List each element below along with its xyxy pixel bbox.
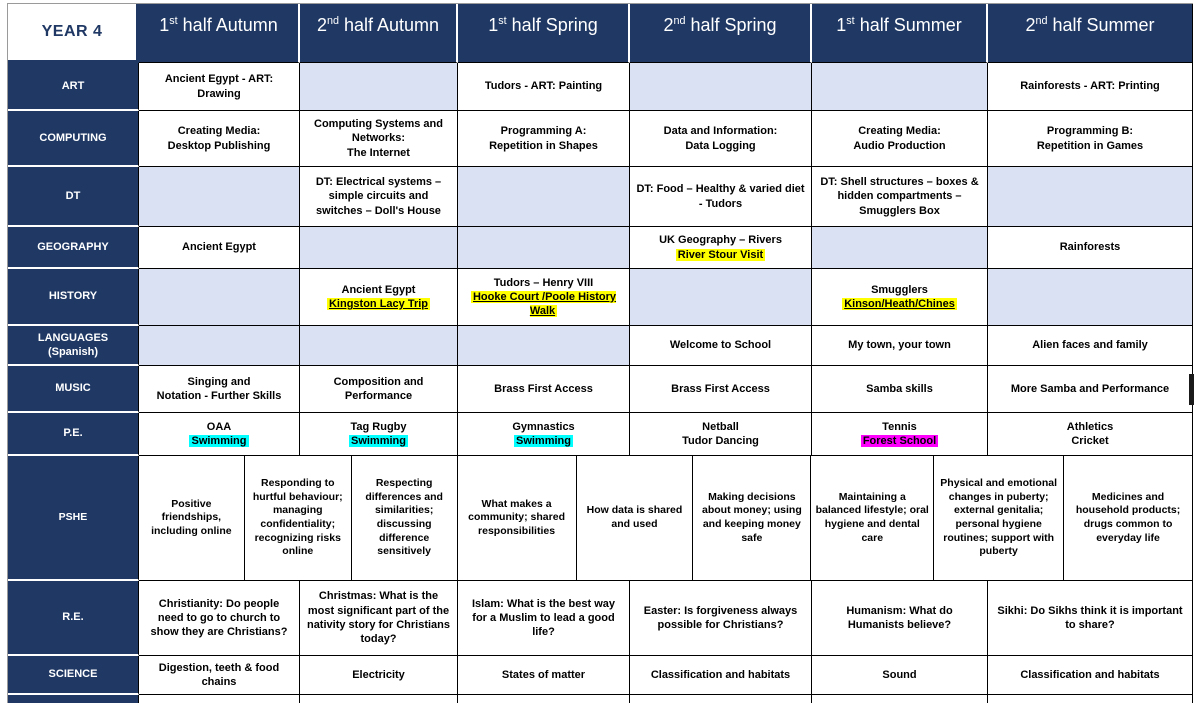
cell-geography-summer2: Rainforests — [988, 227, 1193, 269]
cell-pshe-1: Positive friendships, including online — [139, 456, 245, 581]
cell-music-spring2: Brass First Access — [630, 366, 812, 413]
term-label: 2nd half Summer — [1025, 15, 1155, 35]
header-term-autumn2 — [300, 4, 458, 63]
cell-art-autumn1: Ancient Egypt - ART: Drawing — [139, 63, 300, 111]
trip-highlight: River Stour Visit — [677, 248, 764, 261]
cell-music-summer1: Samba skills — [812, 366, 988, 413]
cell-history-summer2 — [988, 269, 1193, 326]
cell-dt-summer1: DT: Shell structures – boxes & hidden compartments – Smugglers Box — [812, 167, 988, 227]
subject-label-dt: DT — [8, 167, 139, 227]
cell-dt-autumn2: DT: Electrical systems – simple circuits and switches – Doll's House — [300, 167, 458, 227]
subject-label-pe: P.E. — [8, 413, 139, 456]
cell-pe-summer2: Athletics Cricket — [988, 413, 1193, 456]
cell-computing-spring1: Programming A: Repetition in Shapes — [458, 111, 630, 167]
cell-art-summer1 — [812, 63, 988, 111]
cell-pe-summer1: Tennis Forest School — [812, 413, 988, 456]
row-languages — [8, 326, 1193, 366]
row-history — [8, 269, 1193, 326]
row-art — [8, 63, 1193, 111]
cell-geography-spring2: UK Geography – Rivers River Stour Visit — [630, 227, 812, 269]
row-science — [8, 656, 1193, 695]
term-label: 1st half Summer — [836, 15, 962, 35]
cell-computing-spring2: Data and Information: Data Logging — [630, 111, 812, 167]
header-term-autumn1 — [139, 4, 300, 63]
term-label: 2nd half Autumn — [316, 15, 440, 35]
cell-science-summer2: Classification and habitats — [988, 656, 1193, 695]
cell-re-autumn2: Christmas: What is the most significant part of the nativity story for Christians today? — [300, 581, 458, 656]
subject-label-science: SCIENCE — [8, 656, 139, 695]
cell-art-autumn2 — [300, 63, 458, 111]
header-term-summer1 — [812, 4, 988, 63]
subject-label-music: MUSIC — [8, 366, 139, 413]
term-label: 1st half Spring — [488, 15, 598, 35]
cell-geography-autumn2 — [300, 227, 458, 269]
cell-pshe-4: What makes a community; shared responsibilities — [458, 456, 577, 581]
subject-label-art: ART — [8, 63, 139, 111]
header-term-spring2 — [630, 4, 812, 63]
cell-pe-spring2: Netball Tudor Dancing — [630, 413, 812, 456]
term-label: 2nd half Spring — [663, 15, 777, 35]
row-dt — [8, 167, 1193, 227]
cell-history-spring1: Tudors – Henry VIII Hooke Court /Poole History Walk — [458, 269, 630, 326]
cell-geography-summer1 — [812, 227, 988, 269]
cell-pshe-9: Medicines and household products; drugs common to everyday life — [1064, 456, 1193, 581]
subject-label-languages: LANGUAGES (Spanish) — [8, 326, 139, 366]
header-term-summer2 — [988, 4, 1193, 63]
cell-history-spring2 — [630, 269, 812, 326]
cell-dt-spring1 — [458, 167, 630, 227]
cell-languages-summer1: My town, your town — [812, 326, 988, 366]
cell-languages-autumn2 — [300, 326, 458, 366]
subject-label-history: HISTORY — [8, 269, 139, 326]
cell-pe-autumn1: OAA Swimming — [139, 413, 300, 456]
cell-languages-spring1 — [458, 326, 630, 366]
year-title-text: YEAR 4 — [41, 22, 103, 40]
cell-science-spring1: States of matter — [458, 656, 630, 695]
cell-geography-autumn1: Ancient Egypt — [139, 227, 300, 269]
subject-label-computing: COMPUTING — [8, 111, 139, 167]
cell-re-summer1: Humanism: What do Humanists believe? — [812, 581, 988, 656]
cell-pshe-7: Maintaining a balanced lifestyle; oral hygiene and dental care — [811, 456, 934, 581]
cell-computing-autumn2: Computing Systems and Networks: The Internet — [300, 111, 458, 167]
cell-music-autumn2: Composition and Performance — [300, 366, 458, 413]
cell-history-autumn2: Ancient Egypt Kingston Lacy Trip — [300, 269, 458, 326]
cell-computing-summer2: Programming B: Repetition in Games — [988, 111, 1193, 167]
cell-languages-summer2: Alien faces and family — [988, 326, 1193, 366]
cell-history-summer1: Smugglers Kinson/Heath/Chines — [812, 269, 988, 326]
swimming-highlight: Swimming — [191, 435, 247, 447]
cell-pshe-8: Physical and emotional changes in puberty; external genitalia; personal hygiene routines; support with puberty — [934, 456, 1064, 581]
header-term-spring1 — [458, 4, 630, 63]
header-row — [8, 4, 1193, 63]
subject-label-pshe: PSHE — [8, 456, 139, 581]
year4-curriculum-table — [7, 3, 1193, 703]
cell-dt-spring2: DT: Food – Healthy & varied diet - Tudors — [630, 167, 812, 227]
cell-music-summer2: More Samba and Performance — [988, 366, 1193, 413]
subject-label-re: R.E. — [8, 581, 139, 656]
forest-school-highlight: Forest School — [862, 435, 937, 447]
scrollbar-thumb[interactable] — [1189, 374, 1194, 405]
cell-re-spring1: Islam: What is the best way for a Muslim to lead a good life? — [458, 581, 630, 656]
row-re — [8, 581, 1193, 656]
cell-art-spring2 — [630, 63, 812, 111]
cell-dt-summer2 — [988, 167, 1193, 227]
cell-re-autumn1: Christianity: Do people need to go to church to show they are Christians? — [139, 581, 300, 656]
row-computing — [8, 111, 1193, 167]
cell-pe-spring1: Gymnastics Swimming — [458, 413, 630, 456]
subject-label-geography: GEOGRAPHY — [8, 227, 139, 269]
cell-science-autumn2: Electricity — [300, 656, 458, 695]
trip-highlight: Kingston Lacy Trip — [328, 298, 428, 310]
term-label: 1st half Autumn — [159, 15, 278, 35]
row-geography — [8, 227, 1193, 269]
cell-science-spring2: Classification and habitats — [630, 656, 812, 695]
row-pshe — [8, 456, 1193, 581]
cell-science-autumn1: Digestion, teeth & food chains — [139, 656, 300, 695]
cell-music-spring1: Brass First Access — [458, 366, 630, 413]
cell-computing-summer1: Creating Media: Audio Production — [812, 111, 988, 167]
trip-highlight: Hooke Court /Poole History Walk — [472, 290, 617, 318]
cell-dt-autumn1 — [139, 167, 300, 227]
year-title — [8, 4, 139, 63]
cell-languages-autumn1 — [139, 326, 300, 366]
cell-history-autumn1 — [139, 269, 300, 326]
cell-re-summer2: Sikhi: Do Sikhs think it is important to share? — [988, 581, 1193, 656]
cell-pshe-5: How data is shared and used — [577, 456, 694, 581]
row-music — [8, 366, 1193, 413]
cell-geography-spring1 — [458, 227, 630, 269]
cell-computing-autumn1: Creating Media: Desktop Publishing — [139, 111, 300, 167]
swimming-highlight: Swimming — [350, 435, 406, 447]
cell-pe-autumn2: Tag Rugby Swimming — [300, 413, 458, 456]
cell-re-spring2: Easter: Is forgiveness always possible for Christians? — [630, 581, 812, 656]
trip-highlight: Kinson/Heath/Chines — [844, 298, 955, 310]
swimming-highlight: Swimming — [515, 435, 571, 447]
cell-languages-spring2: Welcome to School — [630, 326, 812, 366]
cell-art-summer2: Rainforests - ART: Printing — [988, 63, 1193, 111]
row-pe — [8, 413, 1193, 456]
cell-pshe-2: Responding to hurtful behaviour; managing confidentiality; recognizing risks online — [245, 456, 352, 581]
cell-science-summer1: Sound — [812, 656, 988, 695]
cell-pshe-3: Respecting differences and similarities; discussing difference sensitively — [352, 456, 458, 581]
cell-music-autumn1: Singing and Notation - Further Skills — [139, 366, 300, 413]
cell-art-spring1: Tudors - ART: Painting — [458, 63, 630, 111]
cell-pshe-6: Making decisions about money; using and keeping money safe — [693, 456, 811, 581]
